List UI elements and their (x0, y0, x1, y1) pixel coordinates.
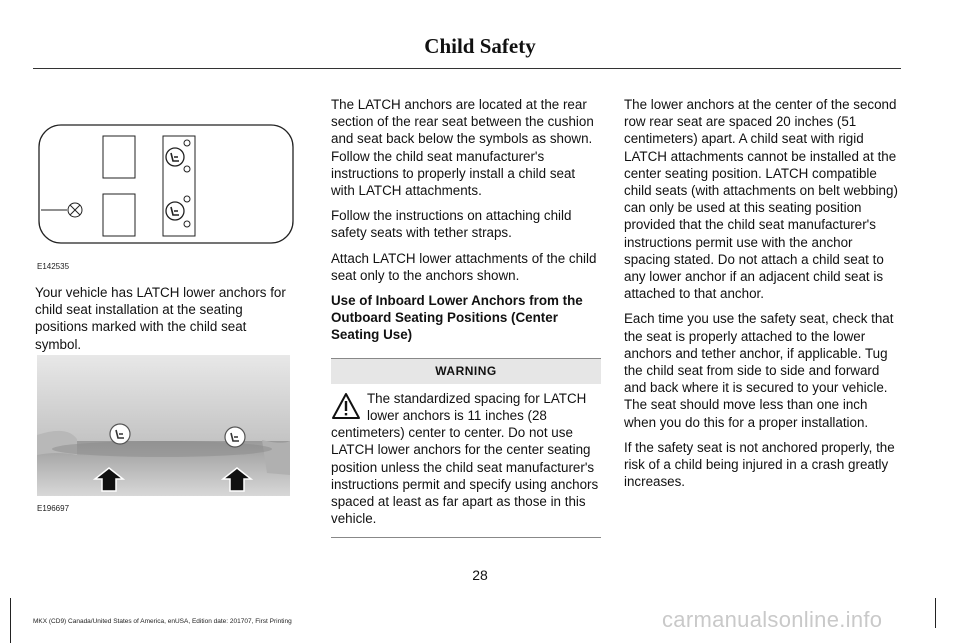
paragraph: Follow the instructions on attaching child safety seats with tether straps. (331, 208, 572, 241)
seat-photo-figure (37, 355, 290, 496)
paragraph: Each time you use the safety seat, check that the seat is properly attached to the lower anchors and tether anchor, if applicable. Tug the child seat from side to side and forward and back where it is secured to your vehicle. The seat should move less than one inch when you do this for a proper installation. (624, 311, 894, 430)
column-3 (624, 96, 900, 498)
page-title: Child Safety (424, 34, 536, 58)
paragraph: The LATCH anchors are located at the rear section of the rear seat between the cushion and seat back below the symbols as shown. Follow the child seat manufacturer's instructions to properly install a child seat with LATCH attachments. (331, 97, 594, 199)
child-seat-symbol-icon (110, 424, 130, 444)
page-number: 28 (472, 567, 488, 583)
edition-info: MKX (CD9) Canada/United States of America, enUSA, Edition date: 201707, First Printing (33, 618, 292, 625)
paragraph: If the safety seat is not anchored properly, the risk of a child being injured in a crash greatly increases. (624, 439, 895, 490)
section-subheading: Use of Inboard Lower Anchors from the Outboard Seating Positions (Center Seating Use) (331, 293, 583, 343)
warning-triangle-icon (331, 392, 361, 420)
crop-mark (935, 598, 936, 628)
warning-text: The standardized spacing for LATCH lower anchors is 11 inches (28 centimeters) center to center. Do not use LATCH lower anchors for the center seating position unless the child seat manufacturer's instructions permit and specify using anchors spaced at least as far apart as those in this vehicle. (331, 390, 599, 527)
warning-box (331, 358, 601, 539)
column-1 (35, 284, 295, 361)
seat-diagram-illustration (35, 120, 297, 248)
header-divider (33, 68, 901, 69)
seat-anchor-photo (37, 355, 290, 496)
child-seat-symbol-icon (225, 427, 245, 447)
figure-code: E196697 (37, 504, 70, 513)
column-2 (331, 96, 601, 538)
figure-code: E142535 (37, 262, 70, 271)
seat-diagram-figure (35, 120, 297, 248)
child-seat-symbol-icon (166, 148, 184, 166)
child-seat-symbol-icon (166, 202, 184, 220)
warning-title: WARNING (331, 359, 601, 384)
paragraph: Attach LATCH lower attachments of the child seat only to the anchors shown. (331, 250, 597, 283)
paragraph: Your vehicle has LATCH lower anchors for child seat installation at the seating positions marked with the child seat symbol. (35, 285, 286, 352)
paragraph: The lower anchors at the center of the second row rear seat are spaced 20 inches (51 centimeters) apart. A child seat with rigid LATCH attachments cannot be installed at the center seating position. LATCH compatible child seats (with attachments on belt webbing) can only be used at this seating position provided that the child seat manufacturer's instructions permit use with the anchor spacing stated. Do not attach a child seat to any lower anchor if an adjacent child seat is attached to that anchor. (624, 97, 898, 302)
watermark: carmanualsonline.info (662, 607, 883, 632)
crop-mark (10, 598, 11, 643)
warning-body (331, 390, 601, 528)
